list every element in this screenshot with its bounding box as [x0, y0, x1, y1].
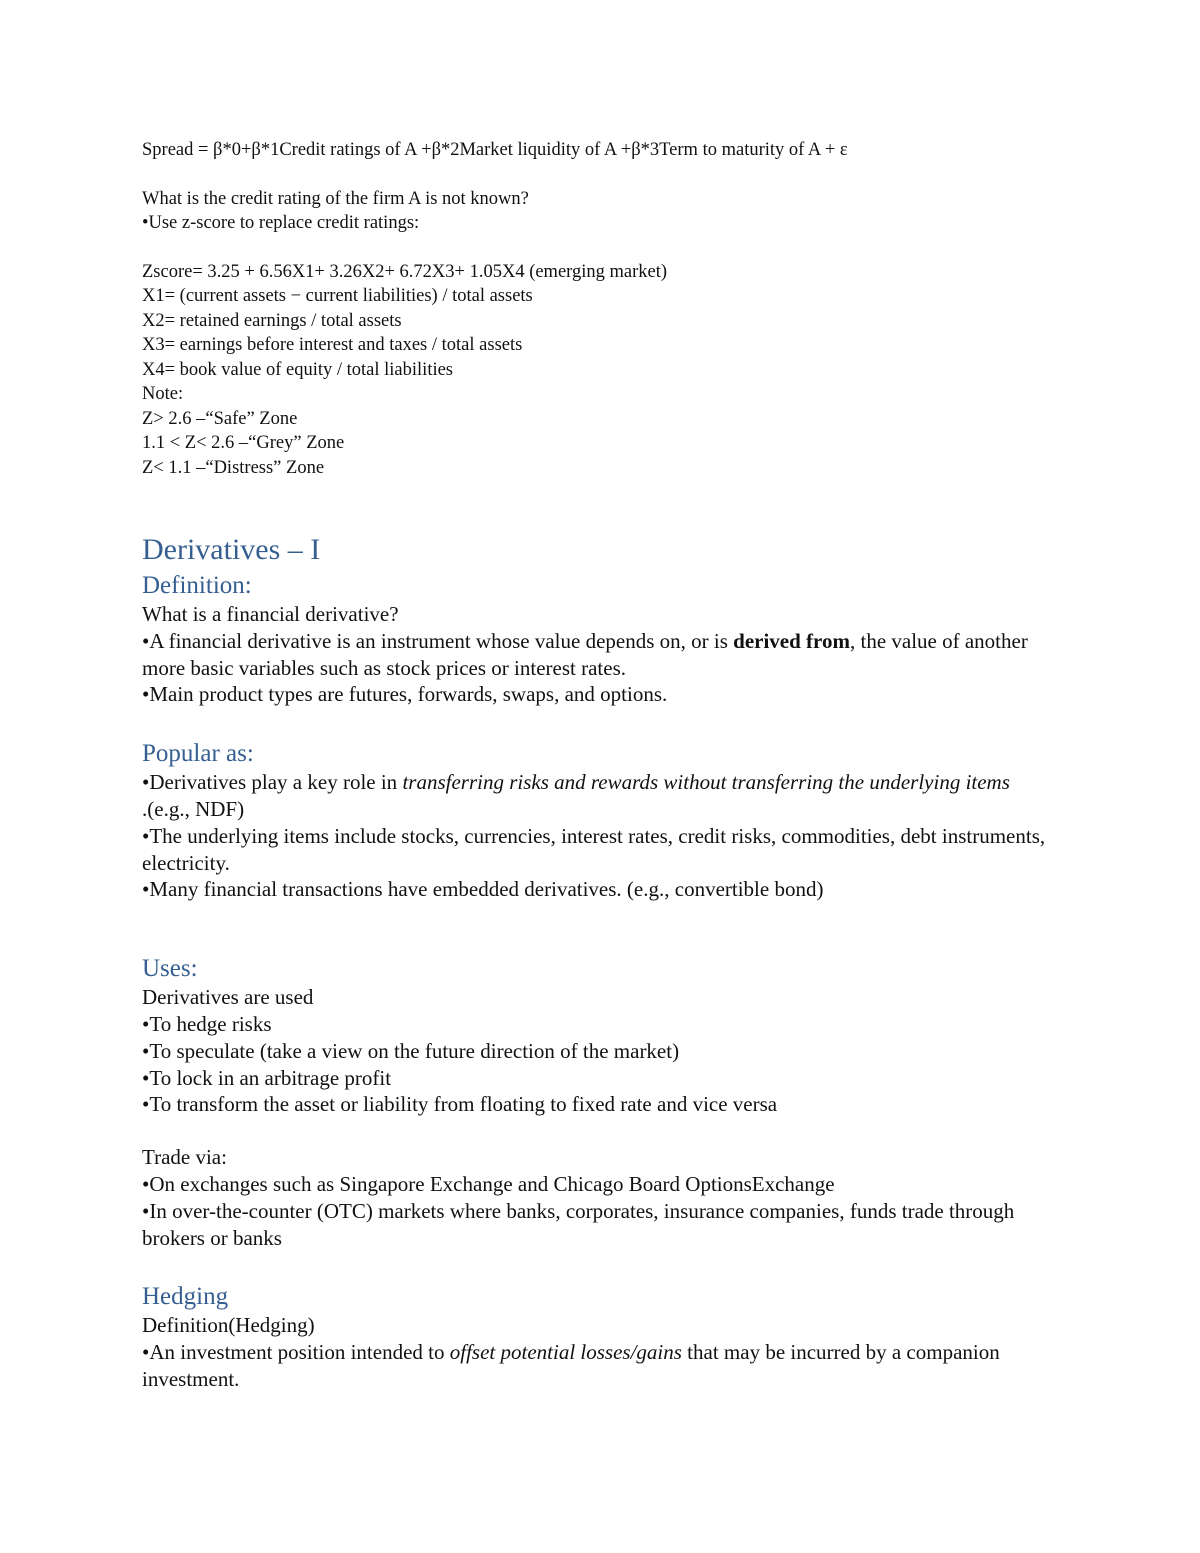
uses-item: •To lock in an arbitrage profit	[142, 1065, 392, 1090]
popular-bullet-1-text: •Derivatives play a key role in	[142, 770, 403, 795]
uses-section	[142, 984, 1072, 1251]
x4-definition: X4= book value of equity / total liabilities	[142, 359, 454, 380]
definition-section	[142, 601, 1072, 708]
popular-bullet-3: •Many financial transactions have embedded derivatives. (e.g., convertible bond)	[142, 877, 824, 902]
hedging-heading: Hedging	[142, 1283, 229, 1311]
uses-item: •To hedge risks	[142, 1011, 272, 1036]
credit-rating-question: What is the credit rating of the firm A is not known?	[142, 188, 529, 209]
hedging-bullet-rest: that may be incurred by a companion investment.	[142, 1340, 1000, 1391]
uses-item: •To transform the asset or liability from floating to fixed rate and vice versa	[142, 1092, 778, 1117]
uses-heading: Uses:	[142, 955, 198, 983]
hedging-section	[142, 1312, 1072, 1392]
zone-safe: Z> 2.6 –“Safe” Zone	[142, 408, 298, 429]
note-label: Note:	[142, 384, 184, 404]
definition-bullet-2: •Main product types are futures, forwards, swaps, and options.	[142, 682, 668, 707]
derivatives-title: Derivatives – I	[142, 533, 321, 566]
trade-item: •In over-the-counter (OTC) markets where banks, corporates, insurance companies, funds trade through brokers or banks	[142, 1198, 1015, 1250]
zscore-hint: •Use z-score to replace credit ratings:	[142, 213, 420, 233]
zone-grey: 1.1 < Z< 2.6 –“Grey” Zone	[142, 433, 345, 453]
definition-bullet-1-rest: , the value of another more basic variables such as stock prices or interest rates.	[142, 628, 1028, 680]
document-page	[142, 138, 1072, 1393]
trade-via-label: Trade via:	[142, 1145, 227, 1170]
zscore-formula: Zscore= 3.25 + 6.56X1+ 3.26X2+ 6.72X3+ 1.05X4 (emerging market)	[142, 261, 668, 282]
popular-heading: Popular as:	[142, 740, 254, 768]
spread-equation: Spread = β*0+β*1Credit ratings of A +β*2Market liquidity of A +β*3Term to maturity of A + ε	[142, 140, 848, 160]
popular-bullet-1-example: .(e.g., NDF)	[142, 796, 245, 821]
x3-definition: X3= earnings before interest and taxes / total assets	[142, 335, 523, 355]
spread-section	[142, 138, 1072, 480]
uses-intro: Derivatives are used	[142, 985, 314, 1010]
offset-losses-italic: offset potential losses/gains	[449, 1340, 682, 1365]
definition-bullet-1-text: •A financial derivative is an instrument whose value depends on, or is	[142, 628, 734, 653]
hedging-bullet	[142, 1339, 1072, 1393]
uses-item: •To speculate (take a view on the future direction of the market)	[142, 1038, 680, 1063]
definition-heading: Definition:	[142, 572, 252, 599]
trade-item: •On exchanges such as Singapore Exchange and Chicago Board OptionsExchange	[142, 1171, 835, 1196]
derived-from-bold: derived from	[733, 628, 850, 653]
popular-bullet-1	[142, 769, 1072, 823]
definition-bullet-1	[142, 628, 1072, 682]
popular-section	[142, 769, 1072, 903]
x2-definition: X2= retained earnings / total assets	[142, 310, 402, 331]
zone-distress: Z< 1.1 –“Distress” Zone	[142, 457, 325, 478]
popular-bullet-2: •The underlying items include stocks, currencies, interest rates, credit risks, commodities, debt instruments, electricity.	[142, 823, 1046, 875]
hedging-definition-label: Definition(Hedging)	[142, 1313, 315, 1338]
x1-definition: X1= (current assets − current liabilities) / total assets	[142, 286, 533, 306]
transferring-risks-italic: transferring risks and rewards without transferring the underlying items	[402, 770, 1010, 795]
hedging-bullet-text: •An investment position intended to	[142, 1340, 450, 1365]
definition-question: What is a financial derivative?	[142, 602, 399, 626]
